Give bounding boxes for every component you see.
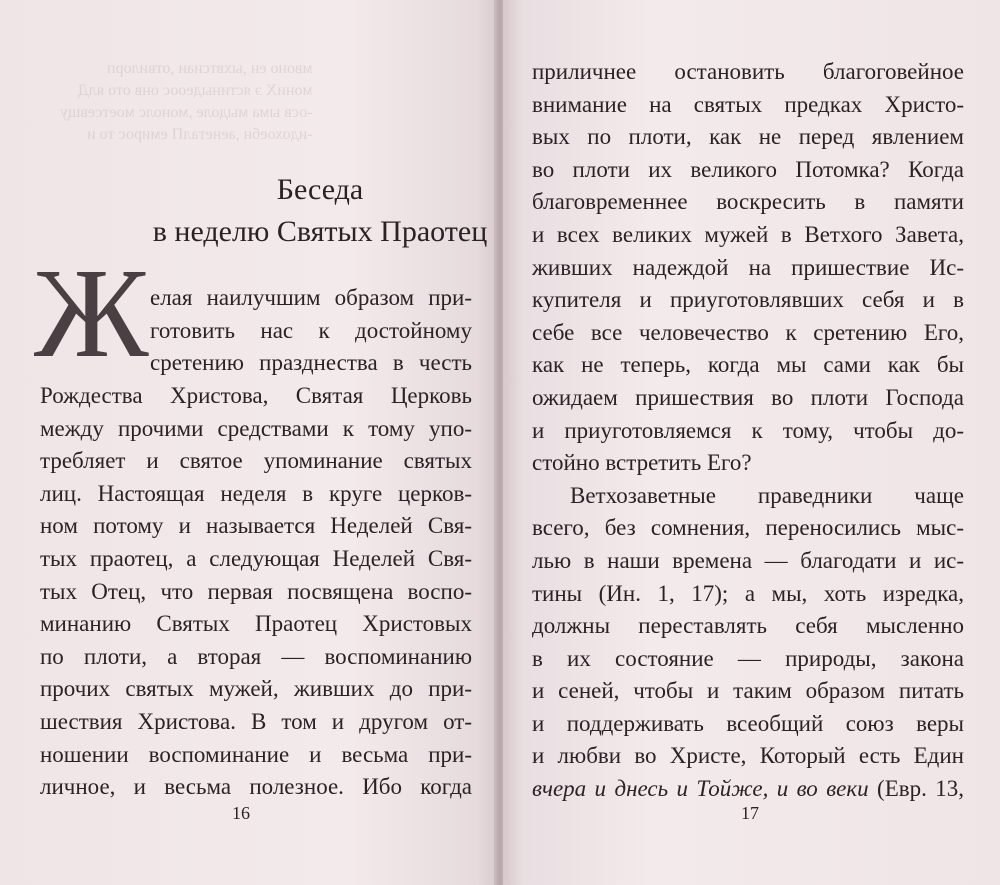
text-line: лиц. Настоящая неделя в круге церков- — [40, 480, 472, 506]
text-line-last — [532, 773, 964, 806]
right-body-text — [532, 56, 964, 806]
page-number: 16 — [232, 803, 250, 823]
text-line: приличнее остановить благоговейное — [532, 59, 964, 84]
page-number: 17 — [741, 803, 759, 823]
text-line: тины (Ин. 1, 17); а мы, хоть изредка, — [532, 580, 964, 606]
text-line: и всех великих мужей в Ветхого Завета, — [532, 221, 964, 247]
text-line: и приуготовляемся к тому, чтобы до- — [532, 417, 964, 443]
text-line: требляет и святое упоминание святых — [40, 448, 472, 474]
text-line: сретению празднества в честь — [150, 350, 472, 376]
text-line: внимание на святых предках Христо- — [532, 91, 964, 117]
italic-quote: вчера и днесь и Тойже, и во веки — [532, 776, 869, 802]
text-line: тых Отец, что первая посвящена воспо- — [40, 578, 472, 604]
text-line: и любви во Христе, Который есть Един — [532, 743, 964, 769]
citation: (Евр. 13, — [868, 776, 964, 802]
left-page — [0, 0, 497, 885]
text-line: ном потому и называется Неделей Свя- — [40, 513, 472, 539]
text-line: ожидаем пришествия во плоти Господа — [532, 384, 964, 410]
text-line: между прочими средствами к тому упо- — [40, 415, 472, 441]
text-line: как не теперь, когда мы сами как бы — [532, 352, 964, 378]
right-page — [503, 0, 1000, 885]
bleed-through-text: мвоно ен ,ыхвтсиаи ,отвилорп мониХ э ястиныдеоос онв ото ялД -осв ыма мыдоле ,монолс моетсевщу -идохоебн ,аенеталП емирос то и — [60, 60, 313, 143]
text-line: в их состояние — природы, закона — [532, 645, 964, 671]
text-line: елая наилучшим образом при- — [150, 285, 472, 310]
text-line: всего, без сомнения, переносились мыс- — [532, 515, 964, 541]
text-line: прочих святых мужей, живших до при- — [40, 676, 472, 702]
text-line: благовременнее воскресить в памяти — [532, 189, 964, 215]
text-line: шествия Христова. В том и другом от- — [40, 708, 472, 734]
text-line: Рождества Христова, Святая Церковь — [40, 383, 472, 408]
text-line: ношении воспоминание и весьма при- — [40, 741, 472, 767]
text-line: вых по плоти, как не перед явлением — [532, 124, 964, 150]
text-line: и сеней, чтобы и таким образом питать — [532, 678, 964, 704]
text-line: стойно встретить Его? — [532, 450, 752, 476]
cap-lines — [150, 282, 472, 380]
text-line: живших надеждой на пришествие Ис- — [532, 254, 964, 280]
text-line: себе все человечество к сретению Его, — [532, 319, 964, 345]
text-line: должны переставлять себя мысленно — [532, 613, 964, 639]
text-line: лью в наши времена — благодати и ис- — [532, 547, 964, 573]
text-line: Ветхозаветные праведники чаще — [570, 482, 964, 508]
chapter-heading-line2: в неделю Святых Праотец — [152, 215, 488, 248]
left-body-text — [40, 380, 472, 804]
text-line: по плоти, а вторая — воспоминанию — [40, 643, 472, 669]
chapter-heading-line1: Беседа — [276, 173, 364, 206]
text-line: минанию Святых Праотец Христовых — [40, 611, 472, 637]
text-line: и поддерживать всеобщий союз веры — [532, 710, 964, 736]
text-line: готовить нас к достойному — [150, 317, 472, 343]
drop-cap: Ж — [34, 242, 149, 384]
text-line: тых праотец, а следующая Неделей Свя- — [40, 545, 472, 571]
text-line: купителя и приуготовлявших себя и в — [532, 287, 964, 313]
text-line: во плоти их великого Потомка? Когда — [532, 156, 964, 182]
text-line: личное, и весьма полезное. Ибо когда — [40, 774, 472, 800]
